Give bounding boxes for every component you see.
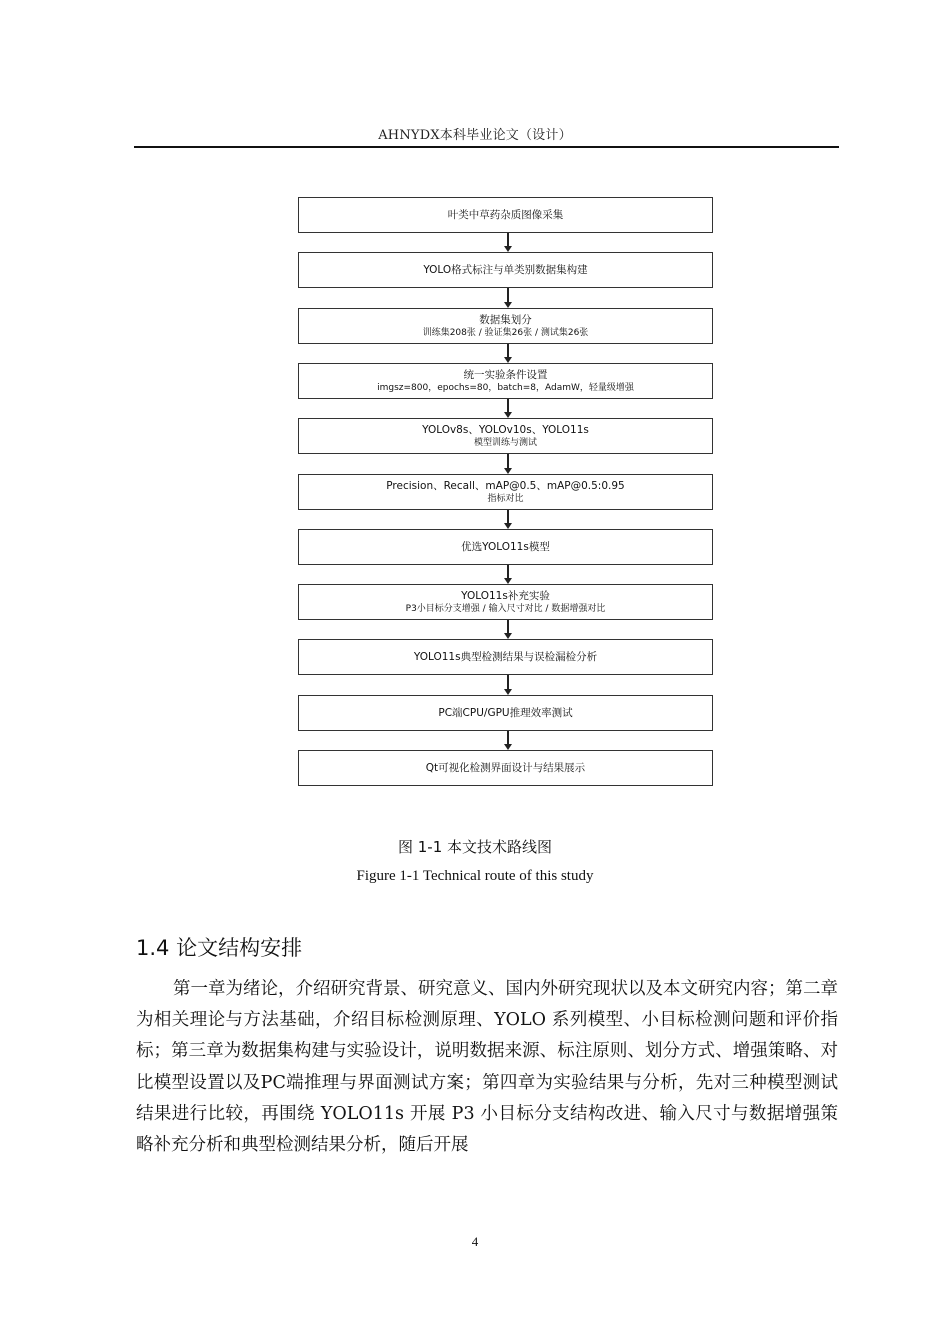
flow-step-subtitle: 指标对比	[487, 493, 524, 504]
flow-step-box	[298, 308, 713, 344]
flow-step-subtitle: 模型训练与测试	[473, 437, 537, 448]
flow-step-box	[298, 584, 713, 620]
flow-step-title: Precision、Recall、mAP@0.5、mAP@0.5:0.95	[386, 479, 625, 492]
body-paragraph: 第一章为绪论，介绍研究背景、研究意义、国内外研究现状以及本文研究内容；第二章为相关理论与方法基础，介绍目标检测原理、YOLO 系列模型、小目标检测问题和评价指标；第三章为数据集构建与实验设计，说明数据来源、标注原则、划分方式、增强策略、对比模型设置以及PC端推理与界面测试方案；第四章为实验结果与分析，先对三种模型测试结果进行比较，再围绕 YOLO11s 开展 P3 小目标分支结构改进、输入尺寸与数据增强策略补充分析和典型检测结果分析，随后开展	[136, 979, 838, 1156]
flow-step-box	[298, 363, 713, 399]
flow-step-box	[298, 695, 713, 731]
flow-arrow-icon	[504, 399, 512, 418]
section-heading: 1.4 论文结构安排	[136, 936, 303, 960]
flow-step-box	[298, 197, 713, 233]
flow-arrow-icon	[504, 344, 512, 363]
flow-step-title: 优选YOLO11s模型	[461, 541, 550, 553]
flow-step-title: YOLOv8s、YOLOv10s、YOLO11s	[422, 423, 589, 436]
flow-arrow-icon	[504, 454, 512, 474]
flow-step-subtitle: 训练集208张 / 验证集26张 / 测试集26张	[422, 327, 589, 338]
header-rule	[134, 146, 839, 148]
flow-step-title: 叶类中草药杂质图像采集	[447, 209, 564, 221]
flow-step-title: 数据集划分	[479, 313, 532, 326]
figure-caption-zh: 图 1-1 本文技术路线图	[397, 838, 553, 856]
flow-step-title: PC端CPU/GPU推理效率测试	[438, 707, 573, 719]
flow-arrow-icon	[504, 620, 512, 639]
flow-step-subtitle: imgsz=800，epochs=80，batch=8，AdamW，轻量级增强	[377, 382, 634, 393]
flow-step-subtitle: P3小目标分支增强 / 输入尺寸对比 / 数据增强对比	[405, 603, 606, 614]
flow-arrow-icon	[504, 565, 512, 584]
running-header: AHNYDX本科毕业论文（设计）	[378, 128, 572, 143]
flow-step-box	[298, 529, 713, 565]
flow-step-title: YOLO11s典型检测结果与误检漏检分析	[413, 651, 598, 663]
flow-step-box	[298, 639, 713, 675]
flow-step-title: 统一实验条件设置	[463, 368, 548, 381]
flow-arrow-icon	[504, 288, 512, 308]
figure-caption-en: Figure 1-1 Technical route of this study	[356, 868, 594, 884]
flow-step-title: Qt可视化检测界面设计与结果展示	[425, 762, 586, 774]
flow-step-title: YOLO格式标注与单类别数据集构建	[423, 264, 588, 276]
flow-step-title: YOLO11s补充实验	[461, 589, 550, 602]
flow-step-box	[298, 474, 713, 510]
flow-step-box	[298, 750, 713, 786]
flow-step-box	[298, 418, 713, 454]
flow-arrow-icon	[504, 675, 512, 695]
flow-arrow-icon	[504, 731, 512, 750]
flow-arrow-icon	[504, 510, 512, 529]
flow-step-box	[298, 252, 713, 288]
flow-arrow-icon	[504, 233, 512, 252]
page-number: 4	[471, 1234, 479, 1249]
